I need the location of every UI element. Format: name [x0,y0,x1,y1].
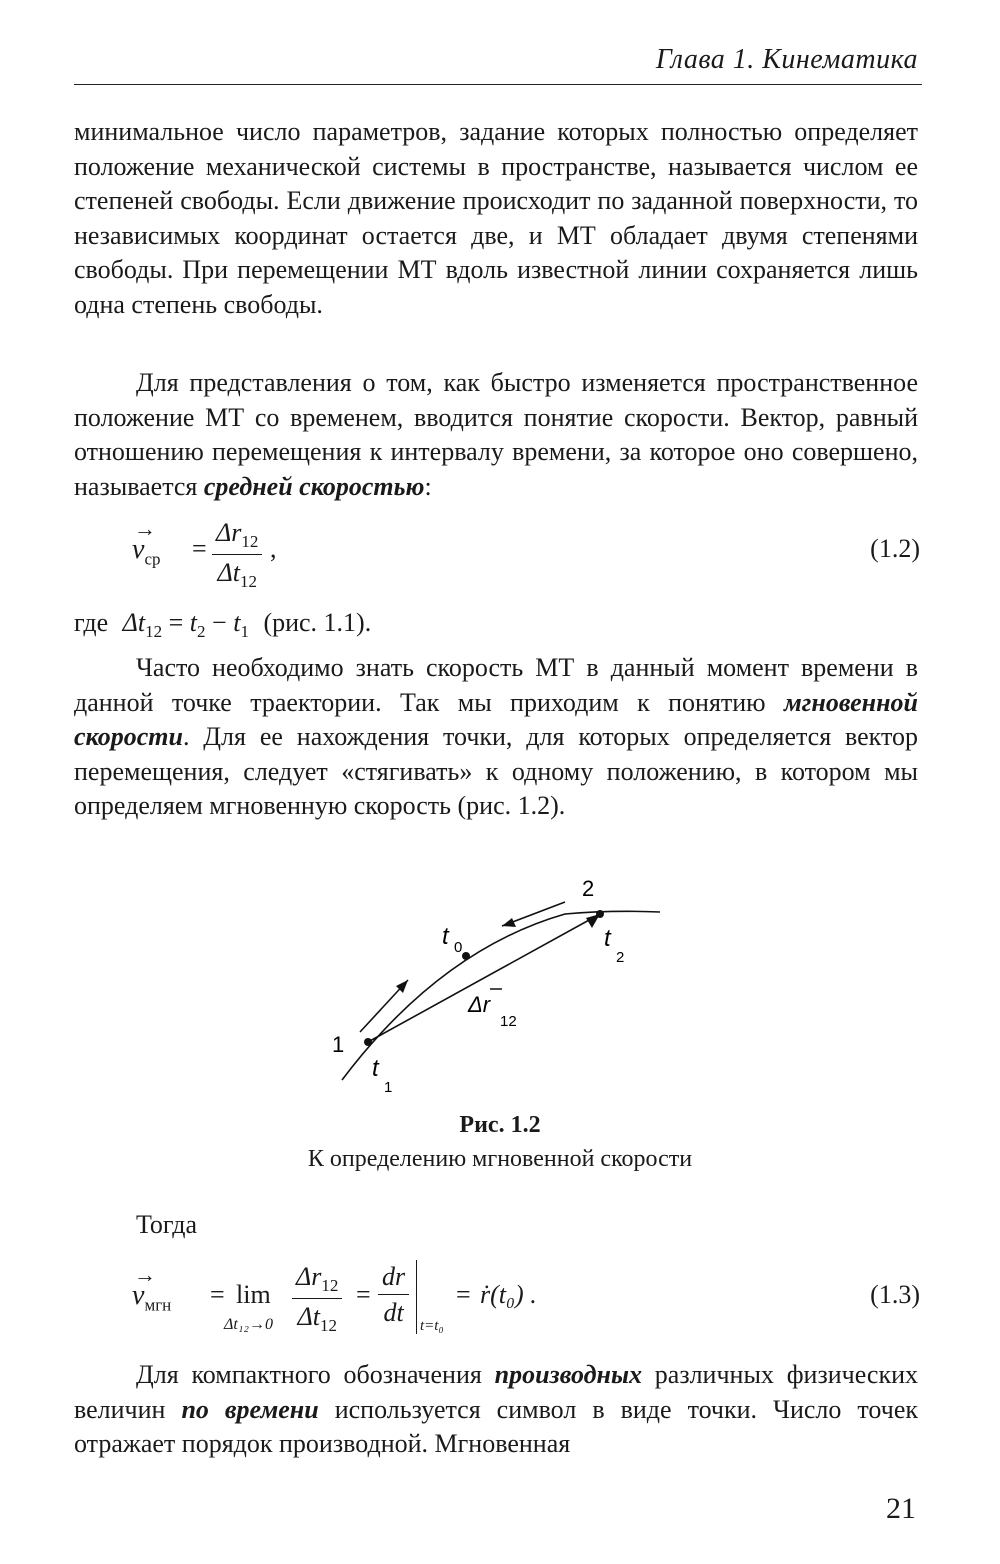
displacement-vector [368,914,600,1042]
figure-1-2 [320,870,680,1105]
label-dr-sub: 12 [500,1013,517,1030]
eq2-fraction-2: $\frac{dr}{dt}$ [378,1262,409,1328]
figure-caption-title: Рис. 1.2 [459,1112,541,1138]
label-point-1: 1 [332,1032,345,1057]
label-t0-sub: 0 [454,939,463,956]
eq1-lhs: → $v_{ср}$ [132,516,161,569]
paragraph-derivatives: Для компактного обозначения производных различных физических величин по времени используется символ в виде точки. Число точек отражает порядок производной. Мгновенная [74,1360,919,1458]
term-derivatives: производных [494,1360,642,1389]
label-t0: t [442,923,449,950]
label-dr: Δr [468,992,491,1017]
evaluation-bar [416,1260,417,1334]
label-t1: t [372,1055,379,1082]
paragraph-average-velocity [74,366,918,504]
label-t2: t [604,925,611,952]
point-1 [364,1038,372,1046]
eq1-comma: , [270,534,277,563]
label-point-2: 2 [582,876,595,901]
trajectory-curve [342,911,660,1080]
term-instant-velocity: мгновенной скорости [74,687,918,751]
trajectory-diagram [320,870,680,1105]
velocity-arrowhead-upper [502,918,516,927]
lim-subscript: Δt₁₂→0 [224,1316,273,1333]
equation-number: (1.2) [870,534,920,563]
evaluation-subscript: t=t₀ [420,1318,444,1334]
label-t1-sub: 1 [384,1079,393,1096]
point-2 [596,910,604,918]
chapter-title: Глава 1. Кинематика [655,44,918,75]
running-header [74,40,922,85]
term-average-velocity: средней скоростью [203,471,425,501]
equation-number: (1.3) [870,1280,920,1309]
vector-arrow-icon: → [134,1262,156,1287]
where-line: где $\Delta t_{12} = t_2 - t_1$ (рис. 1.1). [74,608,372,642]
page-number: 21 [886,1492,916,1525]
equation-1-3 [74,1258,920,1342]
paragraph-degrees-of-freedom: минимальное число параметров, задание которых полностью определяет положение механической системы в пространстве, называется числом ее степеней свободы. Если движение происходит по заданной поверхности, то независимых координат остается две, и МТ обладает двумя степенями свободы. При перемещении МТ вдоль известной линии сохраняется лишь одна степень свободы. [74,117,918,319]
eq2-fraction-1: $\frac{\Delta r_{12}}{\Delta t_{12}}$ [292,1262,342,1336]
paragraph-text: Часто необходимо знать скорость МТ в данный момент времени в данной точке траектории. Так мы приходим к понятию [74,653,918,717]
paragraph-instant-velocity [74,651,918,824]
term-by-time: по времени [181,1394,319,1424]
equals-sign: = [356,1280,371,1309]
paragraph-text: Для представления о том, как быстро изменяется пространственное положение МТ со временем, вводится понятие скорости. Вектор, равный отношению перемещения к интервалу времени, за которое оно совершено, называется [74,368,918,501]
equation-1-2 [74,516,920,592]
eq1-fraction: $\frac{\Delta r_{12}}{\Delta t_{12}}$ [212,518,262,592]
equals-sign: = [456,1280,471,1309]
then-word: Тогда [136,1210,198,1239]
vector-arrow-icon: → [134,516,156,541]
paragraph-text-end: . Для ее нахождения точки, для которых определяется вектор перемещения, следует «стягивать» к одному положению, в котором мы определяем мгновенную скорость (рис. 1.2). [74,722,918,820]
figure-caption-text: К определению мгновенной скорости [307,1146,693,1172]
eq2-rhs: ṙ(t₀) . [480,1280,537,1309]
label-t2-sub: 2 [616,949,625,966]
paragraph-text-end: : [424,471,432,501]
eq2-lhs: → $v_{мгн}$ [132,1262,172,1315]
lim-operator: lim [236,1280,271,1309]
point-t0 [462,952,470,960]
equals-sign: = [210,1280,225,1309]
equals-sign: = [192,534,207,563]
